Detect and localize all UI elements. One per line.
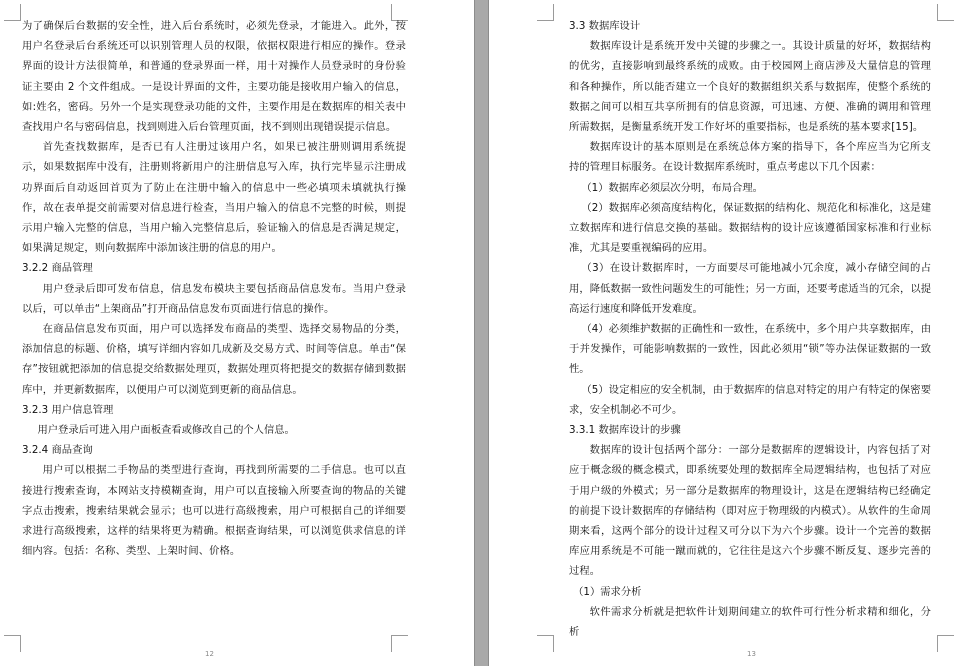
- page-corner-mark: [937, 635, 954, 652]
- subsection-heading: （1）需求分析: [573, 585, 642, 598]
- paragraph: 用户登录后即可发布信息，信息发布模块主要包括商品信息发布。当用户登录以后，可以单击“上架商品”打开商品信息发布页面进行信息的操作。: [22, 282, 406, 315]
- list-item: （2）数据库必须高度结构化，保证数据的结构化、规范化和标准化，这是建立数据库和进行信息交换的基础。数据结构的设计应该遵循国家标准和行业标准，尤其是要重视编码的应用。: [569, 201, 931, 255]
- page-body: [569, 16, 931, 642]
- list-item: （1）数据库必须层次分明，布局合理。: [581, 181, 763, 194]
- page-corner-mark: [537, 635, 554, 652]
- list-item: （4）必须维护数据的正确性和一致性，在系统中，多个用户共享数据库，由于并发操作，可能影响数据的一致性，因此必须用“锁”等办法保证数据的一致性。: [569, 323, 931, 376]
- page-corner-mark: [937, 4, 954, 21]
- paragraph: 数据库设计的基本原则是在系统总体方案的指导下，各个库应当为它所支持的管理目标服务。在设计数据库系统时，重点考虑以下几个因素：: [569, 141, 931, 174]
- section-heading: 3.2.4 商品查询: [22, 444, 93, 457]
- page-number: 13: [747, 650, 756, 658]
- section-heading: 3.3 数据库设计: [569, 20, 641, 32]
- section-heading: 3.2.3 用户信息管理: [22, 403, 114, 416]
- document-page-right: [489, 0, 960, 666]
- page-corner-mark: [391, 635, 408, 652]
- page-corner-mark: [4, 635, 21, 652]
- paragraph: 首先查找数据库，是否已有人注册过该用户名，如果已被注册则调用系统提示，如果数据库中没有，注册则将新用户的注册信息写入库，执行完毕显示注册成功界面后自动返回首页为了防止在注册中输入的信息中一些必填项未填就执行操作，故在表单提交前需要对信息进行检查，当用户输入的信息不完整的时候，则提示用户输入完整的信息，当用户输入完整信息后，验证输入的信息是否满足规定，如果满足规定，则向数据库中添加该注册的信息的用户。: [22, 141, 406, 255]
- page-number: 12: [205, 650, 214, 658]
- paragraph: 软件需求分析就是把软件计划期间建立的软件可行性分析求精和细化，分析: [569, 605, 931, 639]
- page-body: [22, 16, 406, 561]
- paragraph: 为了确保后台数据的安全性，进入后台系统时，必须先登录，才能进入。此外，按用户名登录后台系统还可以识别管理人员的权限，依据权限进行相应的操作。登录界面的设计方法很简单，和普通的登录界面一样，用十对操作人员登录时的身份验证主要由 2 个文件组成。一是设计界面的文件，主要功能是接收用户输入的信息，如:姓名，密码。另外一个是实现登录功能的文件，主要作用是在数据库的相关表中查找用户名与密码信息，找到则进入后台管理页面，找不到则出现错误提示信息。: [22, 20, 406, 134]
- page-corner-mark: [4, 4, 21, 21]
- list-item: （3）在设计数据库时，一方面要尽可能地减小冗余度，减小存储空间的占用，降低数据一致性问题发生的可能性；另一方面，还要考虑适当的冗余，以提高运行速度和降低开发难度。: [569, 262, 931, 315]
- page-corner-mark: [537, 4, 554, 21]
- list-item: （5）设定相应的安全机制，由于数据库的信息对特定的用户有特定的保密要求，安全机制必不可少。: [569, 383, 931, 416]
- paragraph: 数据库设计是系统开发中关键的步骤之一。其设计质量的好坏，数据结构的优劣，直接影响到最终系统的成败。由于校园网上商店涉及大量信息的管理和各种操作，所以能否建立一个良好的数据组织关系与数据库，使整个系统的数据之间可以相互共享所拥有的信息资源，可迅速、方便、准确的调用和管理所需数据，是衡量系统开发工作好坏的重要指标，也是系统的基本要求[15]。: [569, 40, 931, 134]
- section-heading: 3.3.1 数据库设计的步骤: [569, 424, 681, 437]
- paragraph: 用户登录后可进入用户面板查看或修改自己的个人信息。: [37, 424, 295, 437]
- paragraph: 数据库的设计包括两个部分：一部分是数据库的逻辑设计，内容包括了对应于概念级的概念模式，即系统要处理的数据库全局逻辑结构，也包括了对应于用户级的外模式；另一部分是数据库的物理设计，这是在逻辑结构已经确定的前提下设计数据库的存储结构（即对应于物理级的内模式）。从软件的生命周期来看，这两个部分的设计过程又可分以下为六个步骤。设计一个完善的数据库应用系统是不可能一蹴而就的，它往往是这六个步骤不断反复、逐步完善的过程。: [569, 444, 931, 578]
- page-gutter: [474, 0, 489, 666]
- paragraph: 用户可以根据二手物品的类型进行查询，再找到所需要的二手信息。也可以直接进行搜索查询，本网站支持模糊查询，用户可以直接输入所要查询的物品的关键字点击搜索，搜索结果就会显示；也可以进行高级搜索，用户可根据自己的详细要求进行高级搜索，这样的结果将更为精确。根据查询结果，可以浏览供求信息的详细内容。包括：名称、类型、上架时间、价格。: [22, 464, 406, 558]
- paragraph: 在商品信息发布页面，用户可以选择发布商品的类型、选择交易物品的分类，添加信息的标题、价格，填写详细内容如几成新及交易方式、时间等信息。单击“保存”按钮就把添加的信息提交给数据处理页，数据处理页将把提交的数据存储到数据库中，并更新数据库，以便用户可以浏览到更新的商品信息。: [22, 323, 406, 396]
- document-page-left: [0, 0, 474, 666]
- section-heading: 3.2.2 商品管理: [22, 262, 93, 275]
